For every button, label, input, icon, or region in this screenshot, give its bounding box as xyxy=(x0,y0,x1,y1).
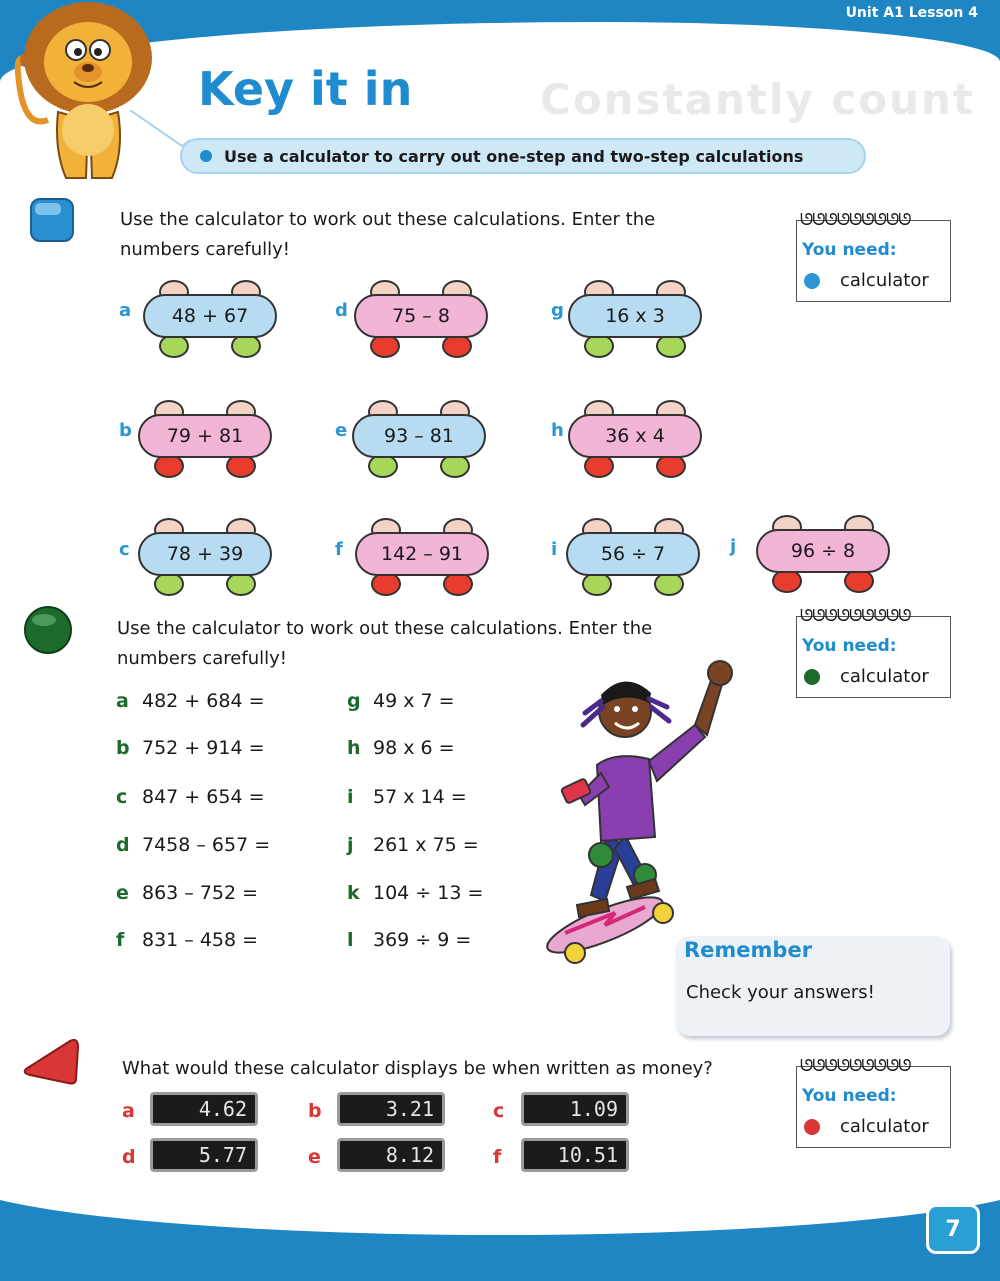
section3-instruction: What would these calculator displays be when written as money? xyxy=(122,1058,713,1079)
skateboard-item: 16 x 3 xyxy=(568,280,702,360)
objective-text: Use a calculator to carry out one-step and two-step calculations xyxy=(224,146,804,166)
red-triangle-level-icon xyxy=(22,1035,84,1087)
item-letter: e xyxy=(308,1146,321,1168)
remember-box xyxy=(676,936,950,1036)
calculation-row: f 831 – 458 = xyxy=(116,929,259,951)
skateboard-item: 93 – 81 xyxy=(352,400,486,480)
item-letter: j xyxy=(730,536,737,557)
calculator-display: 5.77 xyxy=(150,1138,258,1172)
item-letter: f xyxy=(335,539,343,560)
calculation-row: l 369 ÷ 9 = xyxy=(347,929,472,951)
skateboard-item: 142 – 91 xyxy=(355,518,489,598)
bullet-dot-icon xyxy=(200,150,212,162)
skateboard-item: 48 + 67 xyxy=(143,280,277,360)
item-letter: b xyxy=(119,420,132,441)
calculation-row: b 752 + 914 = xyxy=(116,737,265,759)
calculation-row: g 49 x 7 = xyxy=(347,690,455,712)
skateboard-item: 96 ÷ 8 xyxy=(756,515,890,595)
spiral-rings-icon: ᘎᘎᘎᘎᘎᘎᘎᘎᘎ xyxy=(800,210,911,229)
lion-mascot-icon xyxy=(8,0,173,190)
girl-skateboarder-illustration xyxy=(545,655,745,965)
calculation-row: j 261 x 75 = xyxy=(347,834,479,856)
you-need-card-blue: ᘎᘎᘎᘎᘎᘎᘎᘎᘎ You need: calculator xyxy=(796,210,954,300)
calculation-row: c 847 + 654 = xyxy=(116,786,265,808)
page-title: Key it in xyxy=(198,62,413,116)
learning-objective xyxy=(180,138,866,174)
item-letter: i xyxy=(551,539,558,560)
calculation-row: d 7458 – 657 = xyxy=(116,834,271,856)
item-letter: g xyxy=(551,300,564,321)
background-watermark-text: Constantly count xyxy=(540,75,975,124)
red-dot-icon xyxy=(804,1119,820,1135)
green-dot-icon xyxy=(804,669,820,685)
item-letter: h xyxy=(551,420,564,441)
green-circle-level-icon xyxy=(22,604,74,656)
blue-dot-icon xyxy=(804,273,820,289)
calculator-display: 10.51 xyxy=(521,1138,629,1172)
section2-instruction: Use the calculator to work out these calculations. Enter the numbers carefully! xyxy=(117,618,653,669)
skateboard-item: 56 ÷ 7 xyxy=(566,518,700,598)
item-letter: d xyxy=(122,1146,136,1168)
item-letter: e xyxy=(335,420,348,441)
skateboard-item: 79 + 81 xyxy=(138,400,272,480)
calculation-row: k 104 ÷ 13 = xyxy=(347,882,484,904)
unit-label: Unit A1 Lesson 4 xyxy=(845,5,978,21)
calculation-row: e 863 – 752 = xyxy=(116,882,259,904)
blue-square-level-icon xyxy=(25,193,77,245)
you-need-card-red: ᘎᘎᘎᘎᘎᘎᘎᘎᘎ You need: calculator xyxy=(796,1056,954,1146)
skateboard-item: 75 – 8 xyxy=(354,280,488,360)
remember-heading: Remember xyxy=(684,938,813,962)
item-letter: a xyxy=(119,300,132,321)
skateboard-item: 78 + 39 xyxy=(138,518,272,598)
item-letter: c xyxy=(493,1100,505,1122)
calculation-row: i 57 x 14 = xyxy=(347,786,467,808)
calculator-display: 4.62 xyxy=(150,1092,258,1126)
item-letter: d xyxy=(335,300,348,321)
remember-body: Check your answers! xyxy=(686,982,875,1003)
item-letter: b xyxy=(308,1100,322,1122)
item-letter: c xyxy=(119,539,130,560)
calculation-row: a 482 + 684 = xyxy=(116,690,265,712)
calculator-display: 1.09 xyxy=(521,1092,629,1126)
calculation-row: h 98 x 6 = xyxy=(347,737,455,759)
calculator-display: 8.12 xyxy=(337,1138,445,1172)
spiral-rings-icon: ᘎᘎᘎᘎᘎᘎᘎᘎᘎ xyxy=(800,606,911,625)
spiral-rings-icon: ᘎᘎᘎᘎᘎᘎᘎᘎᘎ xyxy=(800,1056,911,1075)
section1-instruction: Use the calculator to work out these calculations. Enter the numbers carefully! xyxy=(120,209,656,260)
page-number: 7 xyxy=(926,1204,980,1254)
calculator-display: 3.21 xyxy=(337,1092,445,1126)
skateboard-item: 36 x 4 xyxy=(568,400,702,480)
item-letter: a xyxy=(122,1100,135,1122)
you-need-card-green: ᘎᘎᘎᘎᘎᘎᘎᘎᘎ You need: calculator xyxy=(796,606,954,696)
item-letter: f xyxy=(493,1146,502,1168)
